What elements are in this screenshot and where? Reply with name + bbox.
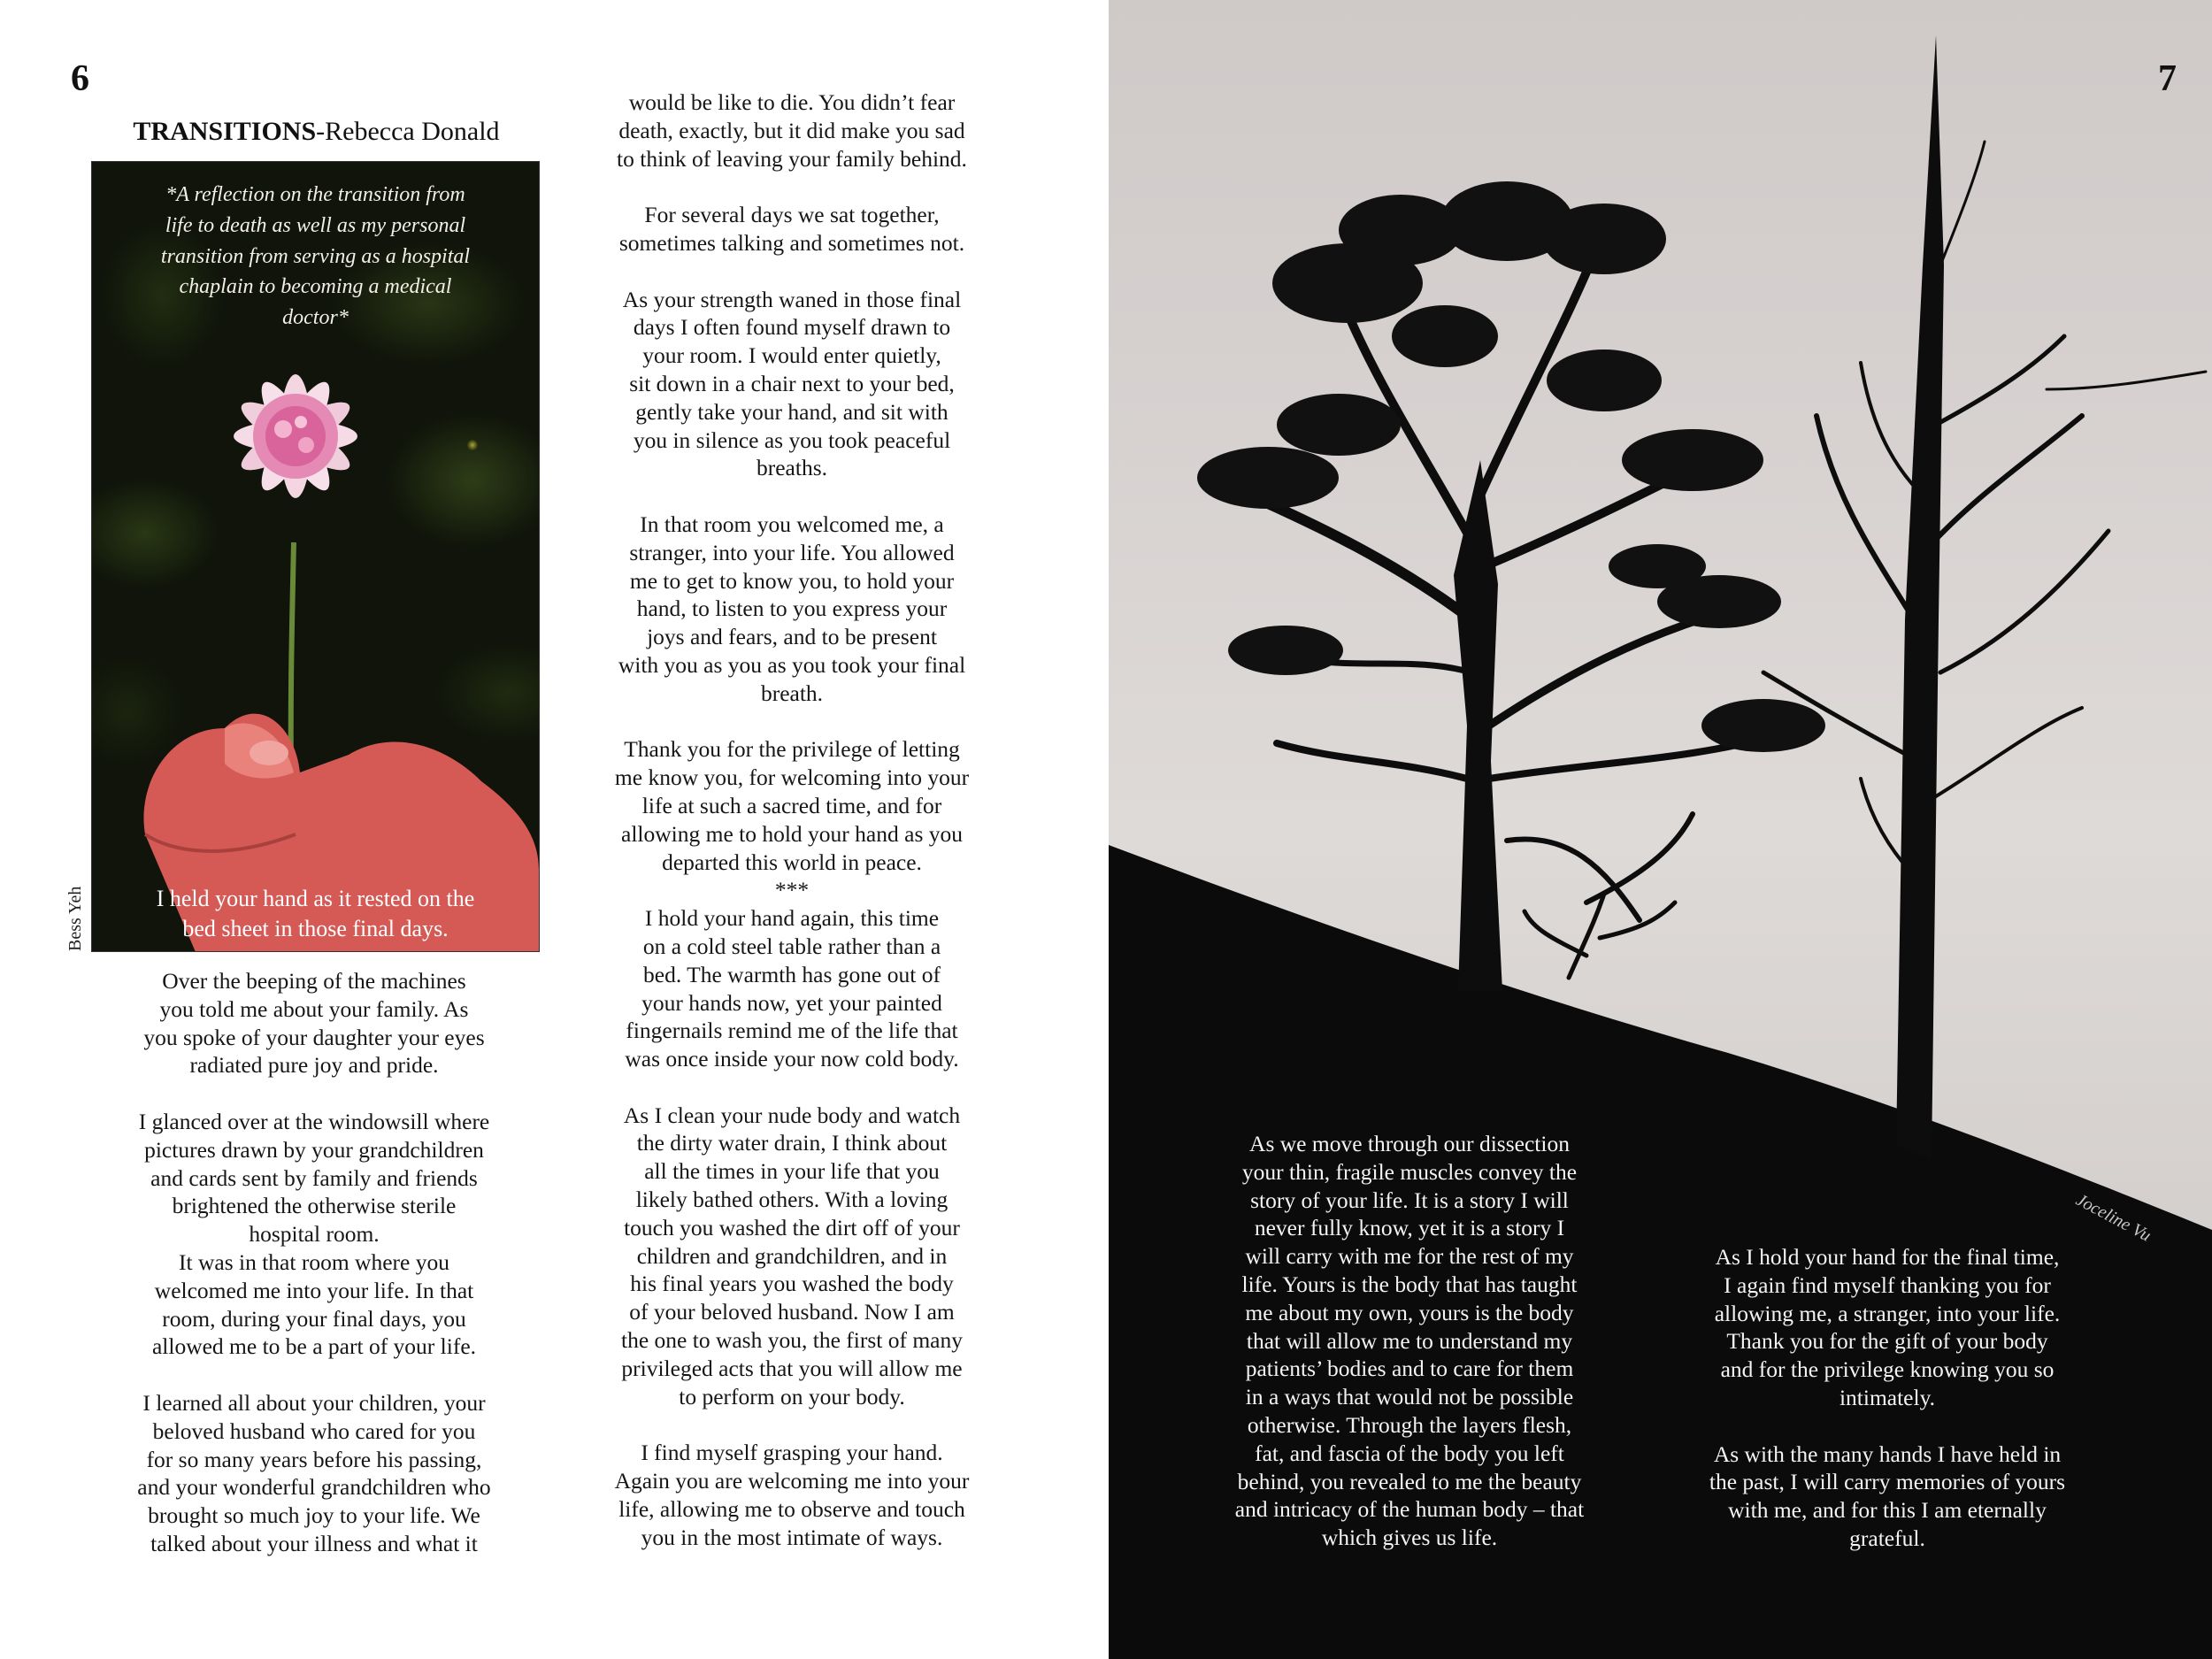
right-page (1109, 0, 2212, 1659)
paragraph: As we move through our dissection your thin, fragile muscles convey the story of your life. It is a story I will never fully know, yet it is a story I will carry with me for the rest of my life. Yours is the body that has taught me about my own, yours is the body that will allow me to understand my patients’ bodies and to care for them in a ways that would not be possible otherwise. Through the layers flesh, fat, and fascia of the body you left behind, you revealed to me the beauty and intricacy of the human body – that which gives us life. (1234, 1131, 1585, 1551)
paragraph: I find myself grasping your hand. Again you are welcoming me into your life, allowing me to observe and touch you in the most intimate of ways. (614, 1440, 970, 1550)
right-body-column-2 (1684, 1243, 2091, 1581)
paragraph: In that room you welcomed me, a stranger, into your life. You allowed me to get to know you, to hold your hand, to listen to you express your joys and fears, and to be present with you as you as you took your final breath. (618, 511, 966, 706)
paragraph: As I clean your nude body and watch the dirty water drain, I think about all the times in your life that you likely bathed others. With a loving touch you washed the dirt off of your children and grandchildren, and in his final years you washed the body of your beloved husband. Now I am the one to wash you, the first of many privileged acts that you will allow me to perform on your body. (621, 1102, 963, 1409)
paragraph: I hold your hand again, this time on a cold steel table rather than a bed. The warmth has gone out of your hands now, yet your painted fingernails remind me of the life that was once inside your now cold body. (625, 905, 959, 1072)
paragraph: Thank you for the privilege of letting me know you, for welcoming into your life at such a sacred time, and for allowing me to hold your hand as you departed this world in peace. *** (614, 736, 970, 903)
article-title-line (93, 117, 540, 147)
article-author: -Rebecca Donald (316, 117, 500, 146)
photo-caption-intro: *A reflection on the transition from life to death as well as my personal transition from serving as a hospital chaplain to becoming a medical doctor* (160, 183, 471, 330)
paragraph: Over the beeping of the machines you told me about your family. As you spoke of your daughter your eyes radiated pure joy and pride. (143, 968, 485, 1079)
article-title: TRANSITIONS (133, 117, 317, 146)
paragraph: As with the many hands I have held in the past, I will carry memories of yours with me, and for this I am eternally grateful. (1709, 1440, 2066, 1551)
paragraph: As I hold your hand for the final time, I again find myself thanking you for allowing me, a stranger, into your life. Thank you for the gift of your body and for the privilege knowing you so intimately. (1714, 1244, 2061, 1410)
body-column-1 (102, 967, 526, 1558)
body-column-2 (584, 88, 1000, 1551)
photo-credit-right: Joceline Vu (2072, 1190, 2154, 1246)
flower-photo (91, 161, 540, 952)
photo-caption-quote: I held your hand as it rested on the bed sheet in those final days. (156, 886, 475, 941)
right-body-column-1 (1215, 1130, 1604, 1580)
paragraph: I learned all about your children, your beloved husband who cared for you for so many years before his passing, and your wonderful grandchildren who brought so much joy to your life. We talked about your illness and what it (137, 1389, 491, 1556)
paragraph: I glanced over at the windowsill where pictures drawn by your grandchildren and cards sent by family and friends brightened the otherwise sterile hospital room. It was in that room where you welcomed me into your life. In that room, during your final days, you allowed me to be a part of your life. (138, 1108, 490, 1360)
paragraph: would be like to die. You didn’t fear death, exactly, but it did make you sad to think of leaving your family behind. (617, 89, 967, 172)
page-number-right: 7 (2158, 58, 2177, 99)
paragraph: As your strength waned in those final days I often found myself drawn to your room. I would enter quietly, sit down in a chair next to your bed, gently take your hand, and sit with you in silence as you took peaceful breaths. (622, 286, 962, 481)
page-number-left: 6 (71, 58, 89, 99)
paragraph: For several days we sat together, sometimes talking and sometimes not. (618, 202, 965, 256)
photo-credit-left: Bess Yeh (65, 886, 85, 951)
